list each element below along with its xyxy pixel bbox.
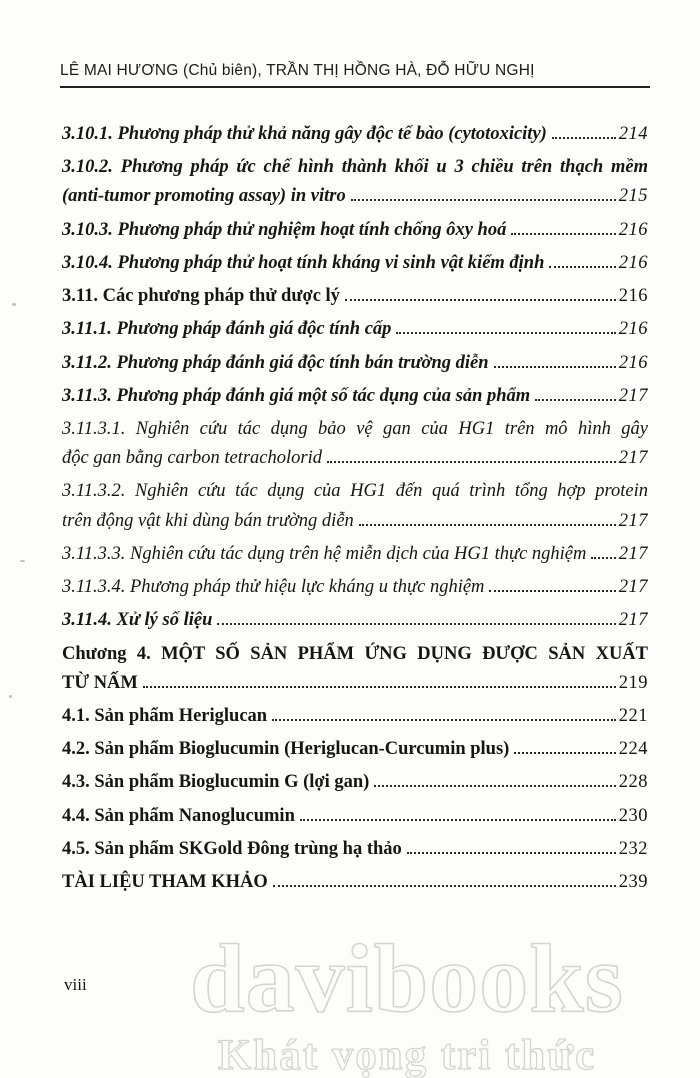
toc-entry-text: 3.11.3.2. Nghiên cứu tác dụng của HG1 đến quá trình tổng hợp protein	[62, 481, 648, 502]
toc-page-number: 214	[618, 124, 648, 144]
toc-entry-text: 3.11.3.4. Phương pháp thử hiệu lực kháng u thực nghiệm	[62, 577, 485, 598]
dot-leader	[273, 885, 616, 887]
toc-page-number: 221	[618, 705, 648, 726]
toc-entry	[62, 702, 648, 731]
toc-page-number: 232	[618, 838, 648, 859]
toc-entry-text: 3.11.3. Phương pháp đánh giá một số tác dụng của sản phẩm	[62, 385, 531, 406]
toc-entry	[62, 802, 648, 831]
toc-entry-text: 4.4. Sản phẩm Nanoglucumin	[62, 805, 295, 826]
toc-page-number: 217	[618, 510, 648, 531]
toc-entry	[62, 120, 648, 149]
toc-page-number: 239	[618, 872, 648, 893]
toc-entry	[62, 735, 648, 764]
toc-entry-text: Chương 4. MỘT SỐ SẢN PHẨM ỨNG DỤNG ĐƯỢC SẢN XUẤT	[62, 643, 648, 664]
toc-entry-text: 3.11.3.1. Nghiên cứu tác dụng bảo vệ gan của HG1 trên mô hình gây	[62, 418, 648, 439]
toc-page-number: 216	[618, 286, 648, 307]
toc-entry	[62, 868, 648, 897]
watermark	[142, 925, 672, 1078]
toc-page-number: 216	[618, 319, 648, 340]
toc-entry	[62, 477, 648, 535]
dot-leader	[351, 199, 616, 201]
dot-leader	[143, 686, 616, 688]
page-number-folio: viii	[64, 975, 87, 994]
header-divider	[60, 86, 650, 88]
scan-speck	[9, 695, 12, 698]
watermark-logo-text: davibooks	[190, 925, 624, 1033]
scan-speck	[20, 560, 25, 562]
watermark-slogan: Khát vọng tri thức	[217, 1032, 597, 1078]
toc-page-number: 217	[618, 385, 648, 406]
toc-page-number: 217	[618, 543, 648, 564]
toc-entry	[62, 540, 648, 569]
dot-leader	[552, 137, 616, 139]
toc-entry-text: 3.11.2. Phương pháp đánh giá độc tính bán trường diễn	[62, 352, 489, 373]
dot-leader	[300, 819, 616, 821]
toc-entry	[62, 282, 648, 311]
toc-page-number: 216	[618, 352, 648, 373]
toc-entry-text: 3.10.3. Phương pháp thử nghiệm hoạt tính chống ôxy hoá	[62, 219, 507, 240]
dot-leader	[511, 233, 615, 235]
toc-entry	[62, 835, 648, 864]
dot-leader	[535, 399, 616, 401]
dot-leader	[359, 524, 616, 526]
dot-leader	[327, 461, 616, 463]
toc-entry	[62, 382, 648, 411]
toc-entry-text: độc gan bằng carbon tetracholorid	[62, 448, 323, 469]
toc-entry-text: 3.11.4. Xử lý số liệu	[62, 610, 213, 631]
toc-entry	[62, 216, 648, 245]
toc-entry	[62, 606, 648, 635]
dot-leader	[494, 366, 616, 368]
dot-leader	[345, 299, 616, 301]
dot-leader	[272, 719, 616, 721]
author-line: LÊ MAI HƯƠNG (Chủ biên), TRẦN THỊ HỒNG HÀ, ĐỖ HỮU NGHỊ	[60, 62, 535, 79]
toc-page-number: 216	[618, 219, 648, 240]
page-header	[60, 62, 650, 88]
dot-leader	[407, 852, 616, 854]
toc-entry-text: 4.1. Sản phẩm Heriglucan	[62, 705, 268, 726]
dot-leader	[549, 266, 615, 268]
toc-entry-text: 3.10.2. Phương pháp ức chế hình thành khối u 3 chiều trên thạch mềm	[62, 157, 648, 178]
dot-leader	[396, 332, 615, 334]
toc-entry-text: 3.10.4. Phương pháp thử hoạt tính kháng vi sinh vật kiểm định	[62, 252, 545, 273]
toc-page-number: 228	[618, 772, 648, 793]
dot-leader	[514, 752, 615, 754]
dot-leader	[591, 557, 615, 559]
toc-entry-text: 3.11.3.3. Nghiên cứu tác dụng trên hệ miễn dịch của HG1 thực nghiệm	[62, 543, 587, 564]
toc-entry	[62, 573, 648, 602]
toc-entry-text: 4.2. Sản phẩm Bioglucumin (Heriglucan-Curcumin plus)	[62, 739, 510, 760]
toc-entry-text: (anti-tumor promoting assay) in vitro	[62, 186, 346, 207]
toc-entry-text: 3.11.1. Phương pháp đánh giá độc tính cấp	[62, 319, 392, 340]
toc-page-number: 217	[618, 448, 648, 469]
toc-entry	[62, 349, 648, 378]
toc-page-number: 219	[618, 672, 648, 693]
toc-entry	[62, 415, 648, 473]
dot-leader	[217, 623, 615, 625]
toc-list	[62, 120, 648, 901]
toc-entry	[62, 768, 648, 797]
toc-page-number: 215	[618, 186, 648, 207]
toc-entry-text: 3.11. Các phương pháp thử dược lý	[62, 286, 340, 307]
toc-entry	[62, 640, 648, 698]
toc-entry	[62, 249, 648, 278]
toc-entry-text: 3.10.1. Phương pháp thử khả năng gây độc tế bào (cytotoxicity)	[62, 124, 547, 144]
toc-entry-text: 4.5. Sản phẩm SKGold Đông trùng hạ thảo	[62, 838, 402, 859]
scan-speck	[12, 303, 16, 306]
toc-entry-text: 4.3. Sản phẩm Bioglucumin G (lợi gan)	[62, 772, 370, 793]
toc-entry	[62, 153, 648, 211]
toc-page-number: 217	[618, 577, 648, 598]
toc-page-number: 216	[618, 252, 648, 273]
toc-entry-text: TÀI LIỆU THAM KHẢO	[62, 872, 268, 893]
dot-leader	[489, 590, 615, 592]
toc-page-number: 224	[618, 739, 648, 760]
toc-entry	[62, 315, 648, 344]
toc-entry-text: trên động vật khi dùng bán trường diễn	[62, 510, 354, 531]
dot-leader	[374, 785, 615, 787]
toc-page-number: 230	[618, 805, 648, 826]
toc-entry-text: TỪ NẤM	[62, 672, 138, 693]
toc-page-number: 217	[618, 610, 648, 631]
